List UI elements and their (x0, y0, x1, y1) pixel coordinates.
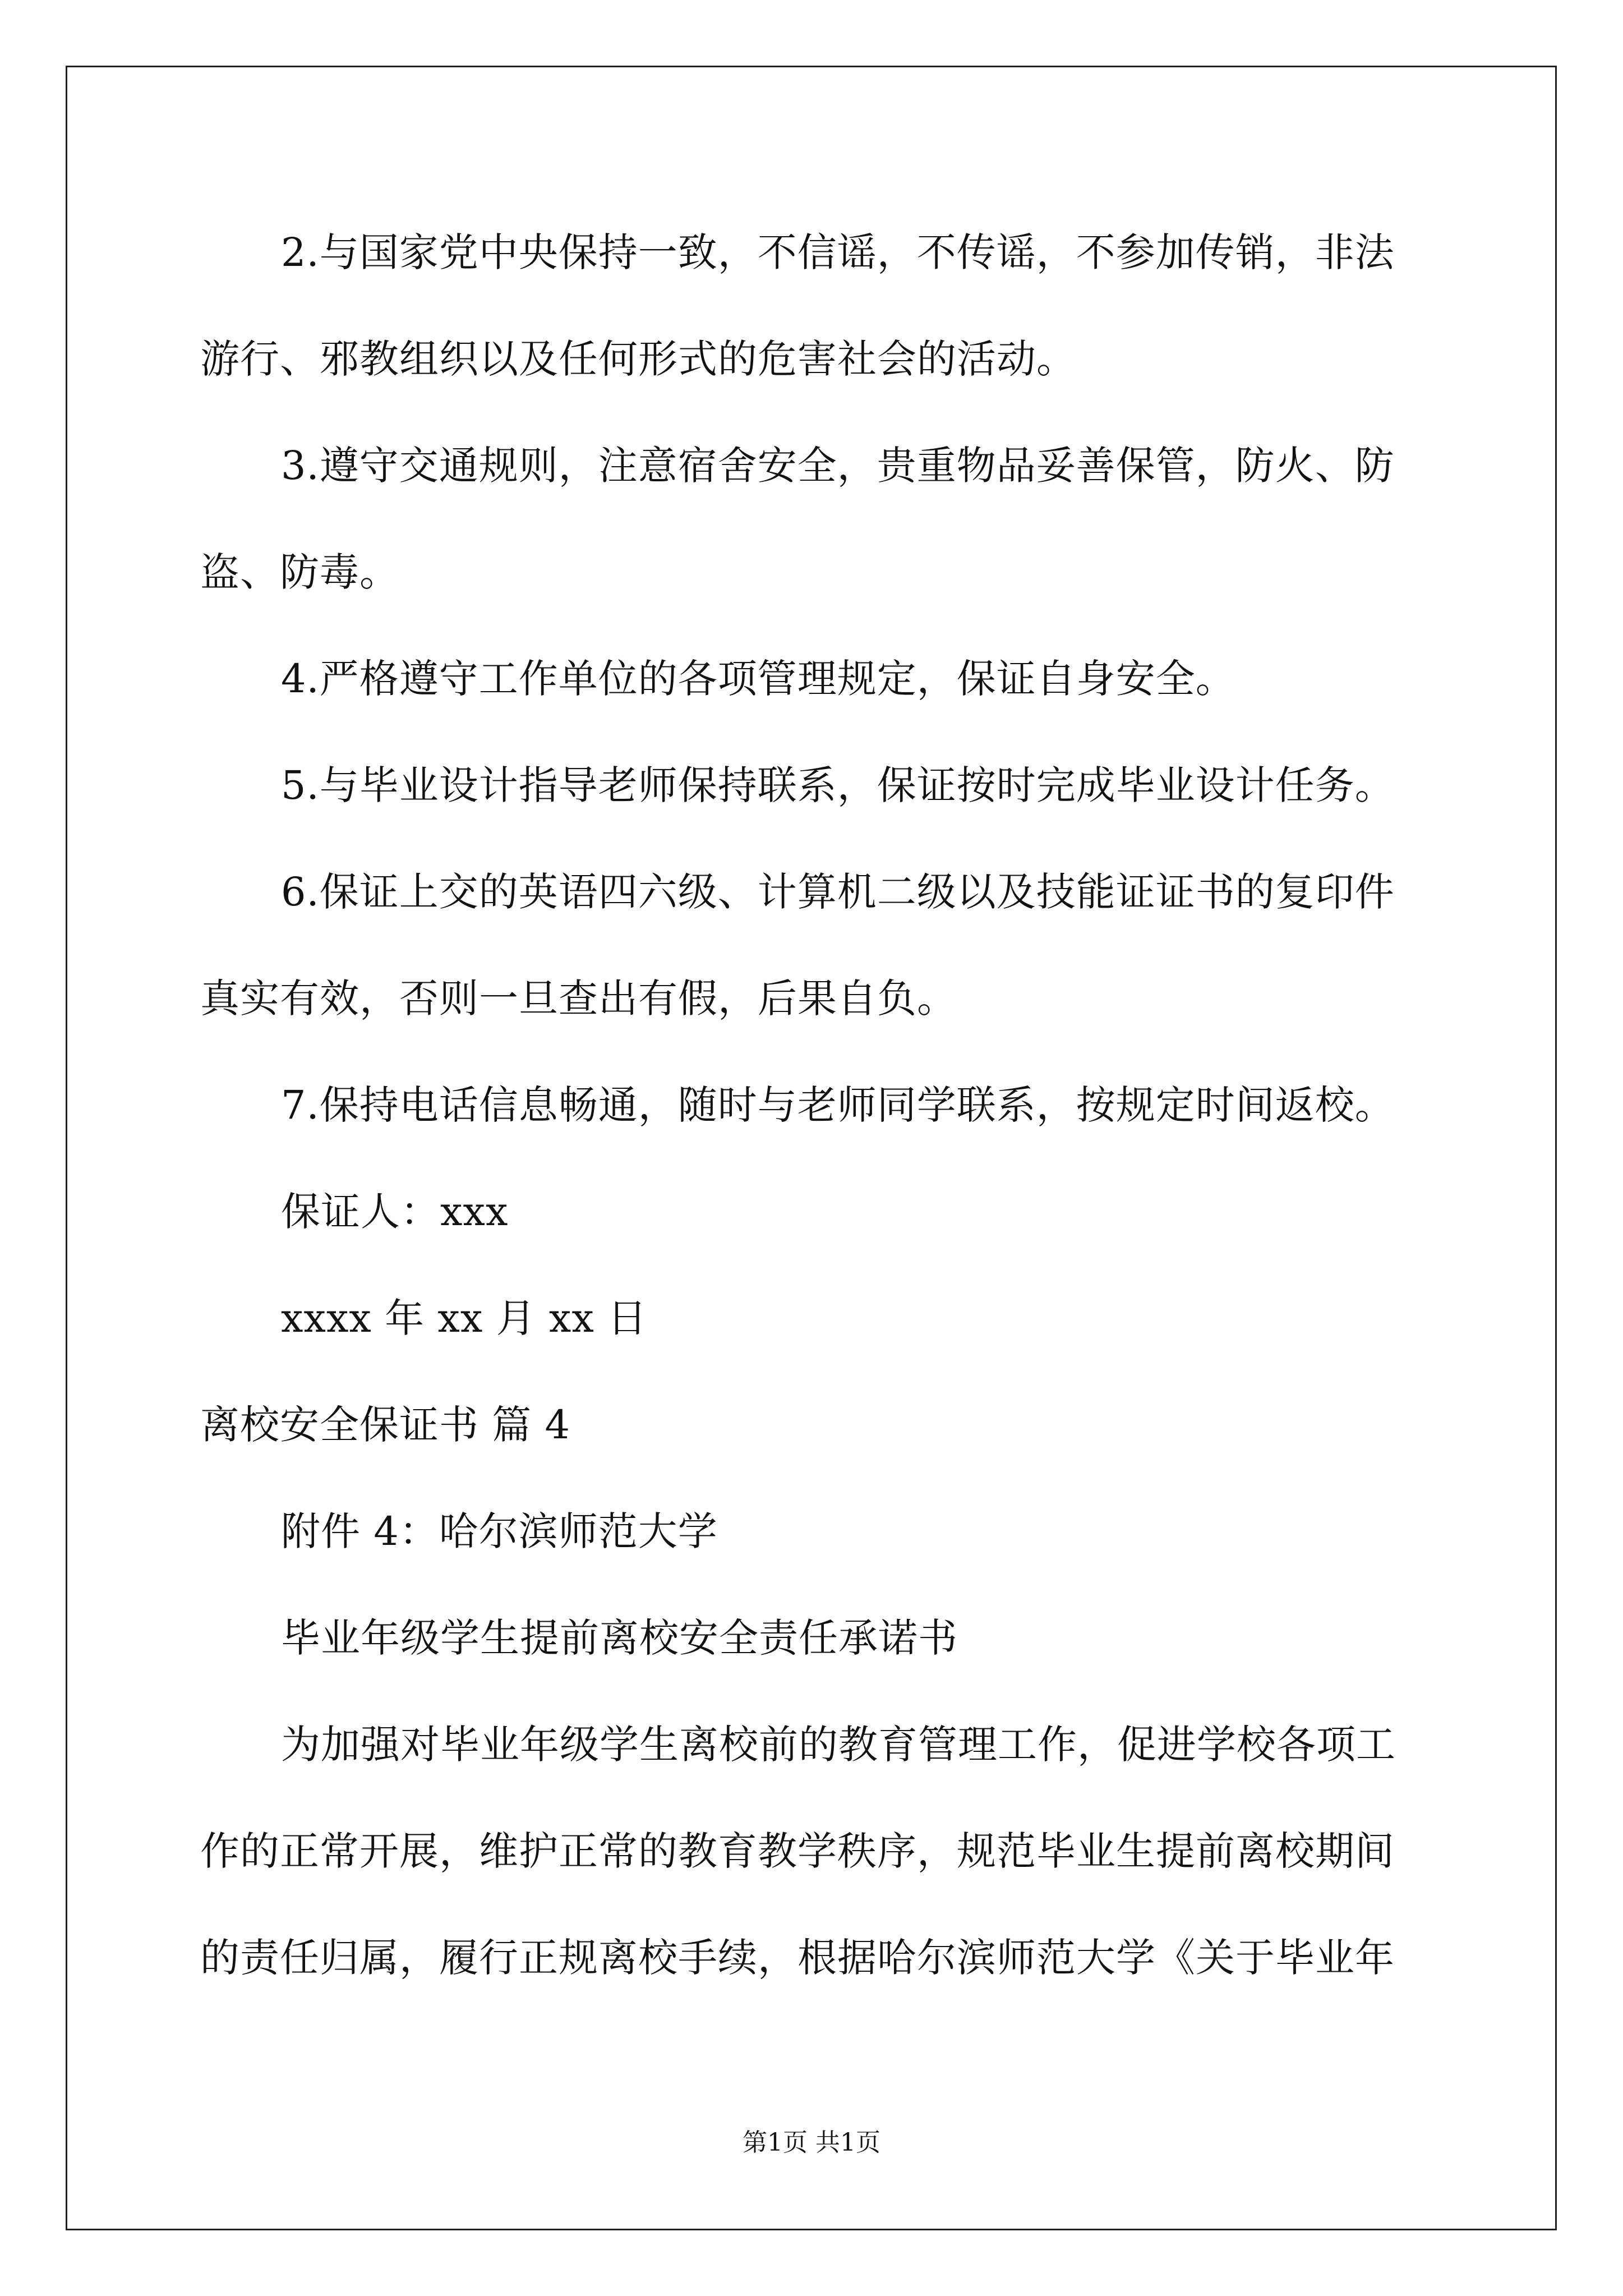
item-7-line: 7.保持电话信息畅通，随时与老师同学联系，按规定时间返校。 (281, 1082, 1395, 1128)
document-body (200, 0, 1428, 2076)
item-3-line-2: 盗、防毒。 (200, 549, 399, 595)
section-heading: 离校安全保证书 篇 4 (200, 1402, 571, 1448)
intro-line-2: 作的正常开展，维护正常的教育教学秩序，规范毕业生提前离校期间 (200, 1828, 1395, 1874)
commitment-title: 毕业年级学生提前离校安全责任承诺书 (281, 1615, 958, 1661)
item-2-line-2: 游行、邪教组织以及任何形式的危害社会的活动。 (200, 336, 1076, 382)
page-footer: 第1页 共1页 (743, 2128, 880, 2157)
item-6-line-1: 6.保证上交的英语四六级、计算机二级以及技能证证书的复印件 (281, 869, 1395, 915)
attachment-line: 附件 4：哈尔滨师范大学 (281, 1508, 718, 1554)
item-2-line-1: 2.与国家党中央保持一致，不信谣，不传谣，不参加传销，非法 (281, 229, 1395, 275)
guarantor-line: 保证人：xxx (281, 1189, 509, 1235)
intro-line-3: 的责任归属，履行正规离校手续，根据哈尔滨师范大学《关于毕业年 (200, 1935, 1395, 1981)
intro-line-1: 为加强对毕业年级学生离校前的教育管理工作，促进学校各项工 (281, 1722, 1396, 1768)
item-6-line-2: 真实有效，否则一旦查出有假，后果自负。 (200, 976, 957, 1022)
item-4-line: 4.严格遵守工作单位的各项管理规定，保证自身安全。 (281, 656, 1235, 702)
item-5-line: 5.与毕业设计指导老师保持联系，保证按时完成毕业设计任务。 (281, 762, 1395, 808)
date-line: xxxx 年 xx 月 xx 日 (281, 1295, 648, 1341)
item-3-line-1: 3.遵守交通规则，注意宿舍安全，贵重物品妥善保管，防火、防 (281, 443, 1395, 489)
